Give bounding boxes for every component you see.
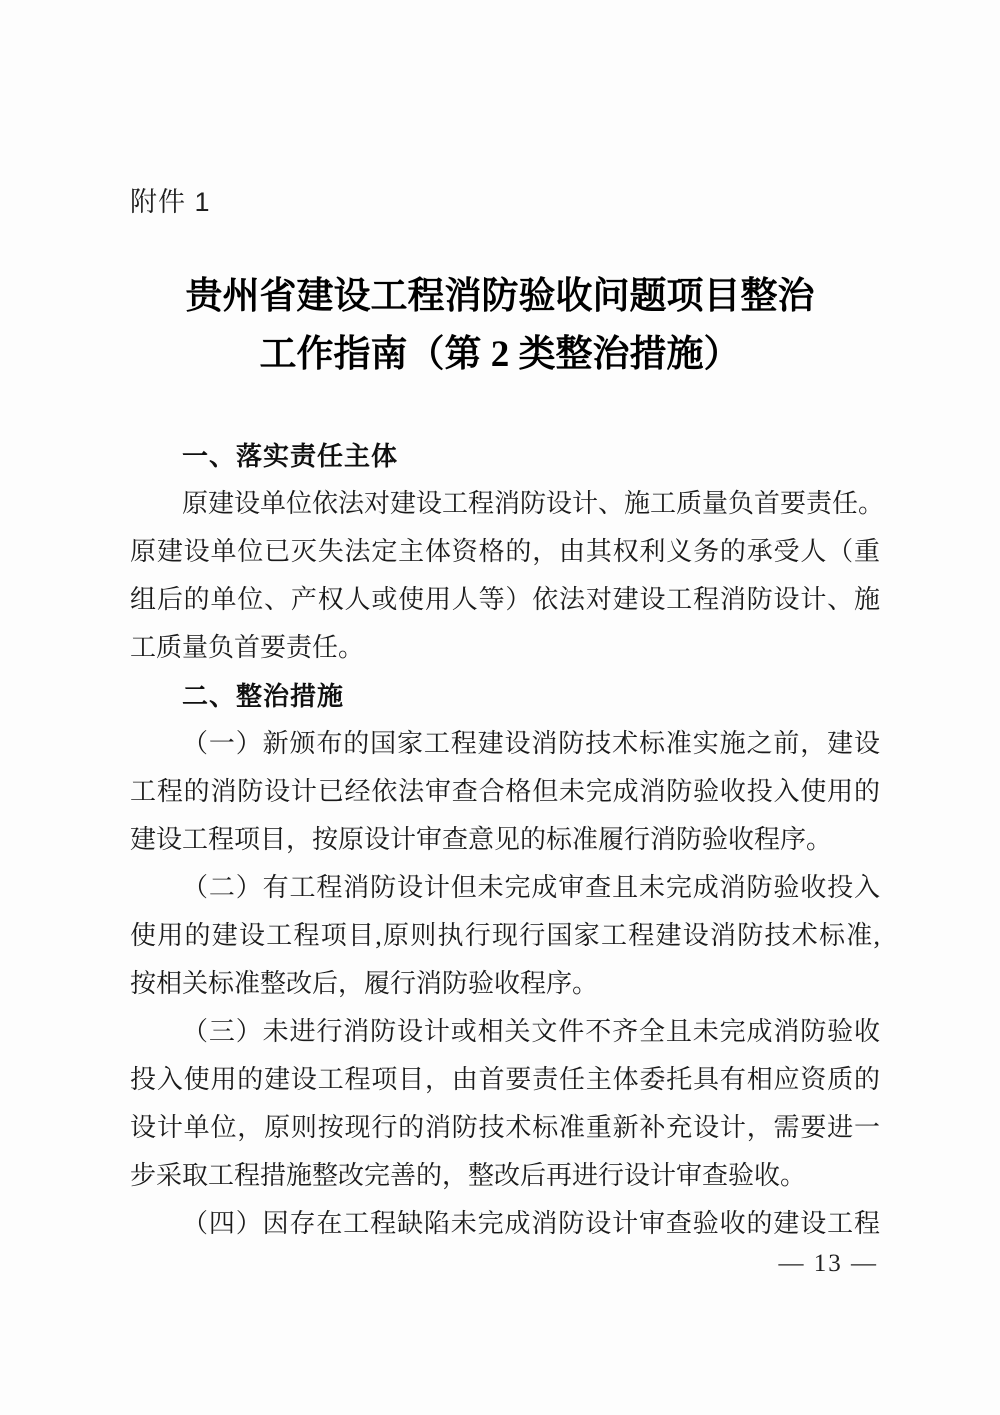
text-line: 按相关标准整改后，履行消防验收程序。 xyxy=(130,969,599,998)
section-heading: 一、落实责任主体 xyxy=(182,441,399,471)
page-number: — 13 — xyxy=(778,1250,878,1277)
title-line-2: 工作指南（第 2 类整治措施） xyxy=(259,334,741,375)
text-line: 工质量负首要责任。 xyxy=(130,633,365,662)
text-line: 步采取工程措施整改完善的，整改后再进行设计审查验收。 xyxy=(130,1161,807,1190)
text-line: 建设工程项目，按原设计审查意见的标准履行消防验收程序。 xyxy=(130,825,833,854)
text-line: （一）新颁布的国家工程建设消防技术标准实施之前，建设 xyxy=(182,729,880,758)
text-line: 原建设单位依法对建设工程消防设计、施工质量负首要责任。 xyxy=(182,489,885,518)
text-line: （四）因存在工程缺陷未完成消防设计审查验收的建设工程 xyxy=(182,1209,880,1238)
text-line: 设计单位，原则按现行的消防技术标准重新补充设计，需要进一 xyxy=(130,1113,880,1142)
document-body xyxy=(130,432,885,1248)
text-line: 工程的消防设计已经依法审查合格但未完成消防验收投入使用的 xyxy=(130,777,880,806)
section-heading: 二、整治措施 xyxy=(182,681,345,711)
text-line: 使用的建设工程项目,原则执行现行国家工程建设消防技术标准, xyxy=(130,921,880,950)
text-line: 组后的单位、产权人或使用人等）依法对建设工程消防设计、施 xyxy=(130,585,880,614)
document-title xyxy=(125,268,875,384)
attachment-label: 附件 1 xyxy=(130,187,211,217)
text-line: （三）未进行消防设计或相关文件不齐全且未完成消防验收 xyxy=(182,1017,880,1046)
text-line: （二）有工程消防设计但未完成审查且未完成消防验收投入 xyxy=(182,873,880,902)
text-line: 原建设单位已灭失法定主体资格的，由其权利义务的承受人（重 xyxy=(130,537,880,566)
title-line-1: 贵州省建设工程消防验收问题项目整治 xyxy=(185,276,815,317)
text-line: 投入使用的建设工程项目，由首要责任主体委托具有相应资质的 xyxy=(130,1065,880,1094)
